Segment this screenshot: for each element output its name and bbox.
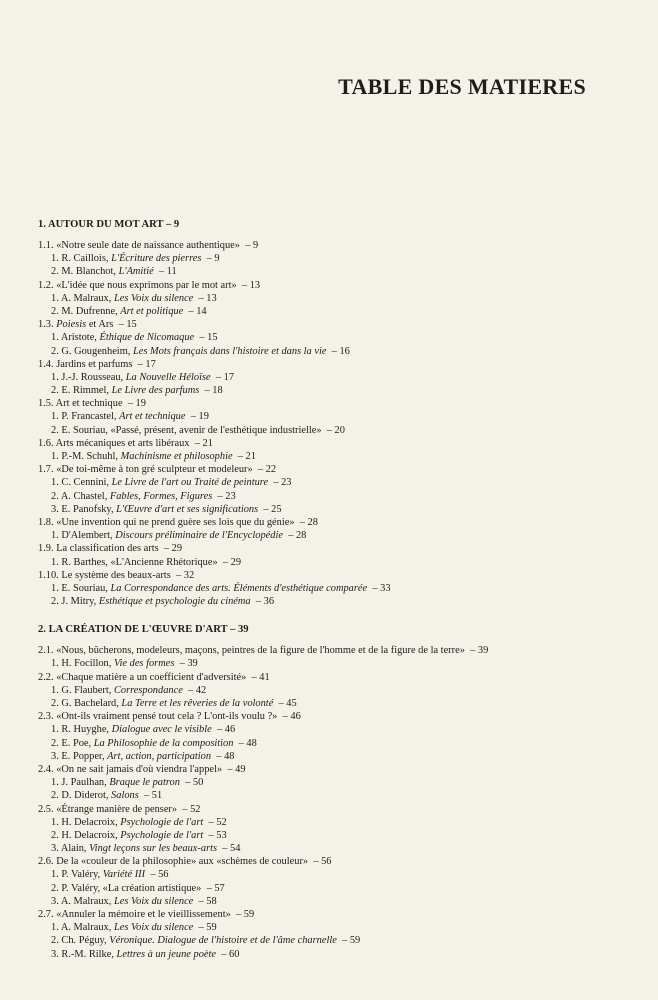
entry-text: «Notre seule date de naissance authentique» (56, 240, 240, 251)
toc-entry (38, 239, 628, 252)
toc-subentry (38, 556, 628, 569)
entry-page: – 11 (158, 266, 177, 278)
entry-title-italic: La Philosophie de la composition (93, 737, 234, 749)
entry-number: 2. (51, 385, 59, 397)
entry-number: 2. (51, 345, 59, 357)
entry-title-italic: Psychologie de l'art (120, 829, 204, 841)
entry-number: 1. (51, 684, 59, 696)
toc-entry (38, 358, 628, 371)
table-of-contents (38, 217, 628, 961)
entry-number: 2. (51, 266, 59, 278)
entry-page: – 51 (143, 790, 163, 802)
entry-text: E. Rimmel, (61, 385, 112, 397)
entry-number: 1. (51, 332, 59, 344)
entry-title-italic: Machinisme et philosophie (120, 451, 233, 462)
toc-subentry (38, 737, 628, 750)
toc-subentry (38, 697, 628, 710)
entry-number: 1. (51, 371, 59, 383)
entry-page: – 32 (175, 569, 195, 581)
toc-entry (38, 763, 628, 776)
entry-title-italic: Le Livre de l'art ou Traité de peinture (111, 477, 269, 489)
entry-page: – 48 (238, 737, 257, 749)
entry-number: 1. (51, 658, 59, 670)
toc-subentry (38, 750, 628, 763)
toc-subentry (38, 789, 628, 802)
entry-number: 1.7. (38, 464, 54, 476)
entry-title-italic: Vingt leçons sur les beaux-arts (89, 843, 218, 855)
toc-subentry (38, 842, 628, 855)
entry-page: – 23 (217, 490, 236, 502)
entry-number: 3. (51, 750, 59, 762)
entry-text: E. Popper, (61, 750, 108, 762)
entry-page: – 59 (235, 909, 255, 920)
entry-title-italic: La Nouvelle Héloïse (125, 371, 211, 383)
section-spacer (38, 608, 628, 622)
entry-page: – 20 (326, 424, 345, 436)
entry-title-italic: Les Voix du silence (113, 292, 194, 304)
toc-subentry (38, 776, 628, 789)
entry-number: 2.4. (38, 763, 54, 775)
entry-text: E. Souriau, (61, 582, 111, 594)
entry-text: «Étrange manière de penser» (56, 803, 178, 815)
toc-subentry (38, 476, 628, 489)
entry-number: 2. (51, 490, 59, 502)
entry-number: 1. (51, 869, 59, 881)
entry-text: G. Gougenheim, (61, 345, 133, 357)
entry-number: 1. (51, 556, 59, 568)
entry-number: 3. (51, 948, 59, 960)
entry-number: 3. (51, 895, 59, 907)
entry-text: «Annuler la mémoire et le vieillissement» (56, 909, 231, 920)
entry-text: «Une invention qui ne prend guère ses lois que du génie» (56, 516, 295, 528)
toc-subentry (38, 371, 628, 384)
entry-text: H. Focillon, (61, 658, 114, 670)
toc-subentry (38, 657, 628, 670)
entry-text: D. Diderot, (61, 790, 112, 802)
entry-number: 1. (51, 582, 59, 594)
entry-title-italic: Discours préliminaire de l'Encyclopédie (115, 530, 283, 542)
entry-number: 1. (51, 292, 59, 304)
entry-text: La classification des arts (56, 543, 159, 555)
toc-entry (38, 671, 628, 684)
entry-number: 2.2. (38, 671, 54, 683)
entry-text: Alain, (60, 843, 90, 855)
entry-page: – 25 (263, 503, 282, 515)
entry-page: – 54 (222, 843, 241, 855)
entry-title-italic: Les Voix du silence (113, 895, 194, 907)
entry-title-italic: Véronique. Dialogue de l'histoire et de l'âme charnelle (109, 935, 337, 947)
toc-subentry (38, 816, 628, 829)
entry-text: R. Barthes, «L'Ancienne Rhétorique» (61, 556, 218, 568)
entry-number: 1.3. (38, 319, 54, 331)
entry-title-italic: Salons (111, 790, 139, 802)
entry-text: P. Valéry, «La création artistique» (61, 882, 202, 894)
entry-page: – 52 (208, 816, 227, 828)
entry-page: – 28 (288, 530, 307, 542)
toc-subentry (38, 684, 628, 697)
toc-subentry (38, 934, 628, 947)
entry-title-italic: Poiesis (56, 319, 87, 331)
entry-number: 1.10. (38, 569, 59, 581)
entry-title-italic: Les Mots français dans l'histoire et dans la vie (132, 345, 327, 357)
toc-subentry (38, 424, 628, 437)
entry-page: – 39 (179, 658, 198, 670)
entry-text: M. Dufrenne, (61, 305, 121, 317)
entry-number: 1. (51, 477, 59, 489)
entry-number: 2.1. (38, 645, 54, 657)
section-spacer (38, 232, 628, 239)
entry-text: «L'idée que nous exprimons par le mot art» (56, 279, 237, 291)
entry-text: E. Poe, (61, 737, 94, 749)
entry-number: 2. (51, 790, 59, 802)
entry-page: – 59 (342, 935, 361, 947)
section-heading: 2. LA CRÉATION DE L'ŒUVRE D'ART – 39 (38, 624, 249, 636)
entry-page: – 50 (185, 777, 204, 789)
entry-text: E. Souriau, «Passé, présent, avenir de l'esthétique industrielle» (61, 424, 322, 436)
entry-number: 1. (51, 724, 59, 736)
entry-page: – 58 (198, 895, 217, 907)
toc-subentry (38, 331, 628, 344)
entry-number: 2. (51, 596, 59, 608)
entry-page: – 28 (299, 516, 318, 528)
toc-entry (38, 644, 628, 657)
entry-number: 1.6. (38, 437, 54, 449)
entry-title-italic: L'Œuvre d'art et ses significations (116, 503, 259, 515)
entry-number: 3. (51, 503, 59, 515)
entry-number: 1.4. (38, 358, 54, 370)
entry-title-italic: Correspondance (113, 684, 183, 696)
entry-page: – 23 (273, 477, 292, 489)
entry-title-italic: Esthétique et psychologie du cinéma (98, 596, 251, 608)
toc-subentry (38, 829, 628, 842)
entry-number: 2.6. (38, 856, 54, 868)
entry-text: «Chaque matière a un coefficient d'adversité» (56, 671, 247, 683)
toc-entry (38, 397, 628, 410)
entry-text: G. Flaubert, (61, 684, 114, 696)
entry-page: – 46 (216, 724, 236, 736)
entry-page: – 29 (222, 556, 242, 568)
entry-title-italic: Braque le patron (109, 777, 180, 789)
entry-text: A. Malraux, (60, 895, 114, 907)
entry-page: – 52 (182, 803, 201, 815)
entry-title-italic: Art et technique (119, 411, 186, 423)
toc-entry (38, 803, 628, 816)
toc-subentry (38, 252, 628, 265)
entry-page: – 33 (372, 582, 391, 594)
entry-text: R. Huyghe, (61, 724, 112, 736)
entry-title-italic: La Terre et les rêveries de la volonté (121, 698, 274, 709)
entry-page: – 29 (163, 543, 183, 555)
entry-title-italic: Le Livre des parfums (111, 385, 200, 397)
toc-subentry (38, 450, 628, 463)
entry-page: – 59 (198, 922, 217, 934)
entry-title-italic: Les Voix du silence (113, 922, 194, 934)
toc-subentry (38, 882, 628, 895)
entry-page: – 9 (206, 253, 220, 265)
entry-page: – 15 (118, 319, 137, 331)
entry-page: – 9 (245, 240, 259, 251)
entry-number: 1.1. (38, 240, 54, 251)
toc-subentry (38, 595, 628, 608)
entry-page: – 36 (255, 596, 275, 608)
entry-text: Arts mécaniques et arts libéraux (55, 437, 190, 449)
entry-text: Le système des beaux-arts (61, 569, 171, 581)
entry-text: R. Caillois, (61, 253, 112, 265)
entry-number: 1.9. (38, 543, 54, 555)
entry-page: – 57 (206, 882, 225, 894)
entry-page: – 45 (278, 698, 297, 709)
entry-text: De la «couleur de la philosophie» aux «schèmes de couleur» (56, 856, 309, 868)
toc-entry (38, 437, 628, 450)
toc-entry (38, 279, 628, 292)
toc-entry (38, 516, 628, 529)
entry-page: – 13 (198, 292, 217, 304)
entry-page: – 14 (188, 305, 207, 317)
entry-text: A. Malraux, (60, 292, 114, 304)
entry-title-italic: L'Écriture des pierres (111, 253, 202, 265)
entry-number: 3. (51, 843, 59, 855)
entry-number: 1. (51, 922, 59, 934)
entry-title-italic: Art et politique (120, 305, 184, 317)
entry-page: – 18 (204, 385, 223, 397)
entry-title-italic: Art, action, participation (107, 750, 212, 762)
entry-title-italic: Variété III (102, 869, 146, 881)
toc-subentry (38, 490, 628, 503)
entry-text: H. Delacroix, (61, 816, 121, 828)
entry-text: A. Chastel, (60, 490, 110, 502)
entry-page: – 21 (194, 437, 213, 449)
entry-text: J.-J. Rousseau, (61, 371, 126, 383)
entry-title-italic: Psychologie de l'art (120, 816, 204, 828)
entry-title-italic: La Correspondance des arts. Éléments d'esthétique comparée (110, 582, 368, 594)
toc-subentry (38, 410, 628, 423)
toc-subentry (38, 265, 628, 278)
entry-number: 1. (51, 451, 59, 462)
entry-page: – 56 (313, 856, 332, 868)
toc-entry (38, 463, 628, 476)
entry-text: R.-M. Rilke, (61, 948, 117, 960)
entry-title-italic: Vie des formes (113, 658, 175, 670)
entry-text: Art et technique (55, 398, 123, 410)
toc-entry (38, 318, 628, 331)
entry-text: «On ne sait jamais d'où viendra l'appel» (56, 763, 223, 775)
entry-page: – 17 (215, 371, 235, 383)
entry-number: 2.5. (38, 803, 54, 815)
entry-number: 2. (51, 935, 59, 947)
toc-subentry (38, 921, 628, 934)
entry-number: 1.2. (38, 279, 54, 291)
entry-title-italic: L'Amitié (118, 266, 154, 278)
toc-entry (38, 855, 628, 868)
entry-text: «De toi-même à ton gré sculpteur et modeleur» (56, 464, 253, 476)
entry-number: 1. (51, 253, 59, 265)
toc-subentry (38, 503, 628, 516)
entry-text: P.-M. Schuhl, (61, 451, 121, 462)
page-title: TABLE DES MATIERES (338, 74, 586, 99)
entry-number: 2. (51, 424, 59, 436)
entry-page: – 49 (227, 763, 246, 775)
entry-number: 2. (51, 737, 59, 749)
toc-entry (38, 542, 628, 555)
entry-title-italic: Dialogue avec le visible (111, 724, 212, 736)
toc-subentry (38, 529, 628, 542)
entry-page: – 41 (251, 671, 270, 683)
entry-page: – 42 (188, 684, 207, 696)
entry-page: – 21 (237, 451, 256, 462)
entry-page: – 60 (221, 948, 240, 960)
section-heading: 1. AUTOUR DU MOT ART – 9 (38, 219, 180, 230)
entry-page: – 56 (150, 869, 169, 881)
entry-text: Aristote, (60, 332, 100, 344)
entry-number: 2. (51, 305, 59, 317)
entry-text: Jardins et parfums (56, 358, 133, 370)
entry-number: 2. (51, 829, 59, 841)
entry-page: – 22 (257, 464, 277, 476)
entry-page: – 39 (470, 645, 489, 657)
entry-page: – 13 (241, 279, 261, 291)
entry-number: 2.3. (38, 711, 54, 723)
entry-number: 1.8. (38, 516, 54, 528)
entry-title-italic: Lettres à un jeune poète (116, 948, 217, 960)
toc-entry (38, 710, 628, 723)
entry-number: 1.5. (38, 398, 54, 410)
entry-text: A. Malraux, (60, 922, 114, 934)
entry-title-italic: Éthique de Nicomaque (99, 332, 195, 344)
entry-page: – 48 (216, 750, 235, 762)
toc-subentry (38, 305, 628, 318)
toc-subentry (38, 895, 628, 908)
entry-number: 1. (51, 777, 59, 789)
section-spacer (38, 637, 628, 644)
entry-text: P. Francastel, (61, 411, 120, 423)
entry-text-rest: et Ars (86, 319, 114, 331)
entry-number: 2. (51, 882, 59, 894)
entry-number: 2. (51, 698, 59, 709)
entry-text: P. Valéry, (61, 869, 103, 881)
entry-number: 2.7. (38, 909, 54, 920)
entry-title-italic: Fables, Formes, Figures (109, 490, 213, 502)
entry-page: – 15 (199, 332, 218, 344)
toc-subentry (38, 345, 628, 358)
entry-number: 1. (51, 530, 59, 542)
entry-page: – 19 (190, 411, 209, 423)
toc-subentry (38, 582, 628, 595)
entry-text: D'Alembert, (61, 530, 116, 542)
entry-text: J. Mitry, (61, 596, 99, 608)
entry-page: – 17 (137, 358, 156, 370)
entry-number: 1. (51, 816, 59, 828)
entry-page: – 46 (282, 711, 301, 723)
entry-page: – 53 (208, 829, 227, 841)
entry-text: G. Bachelard, (61, 698, 122, 709)
entry-text: «Nous, bûcherons, modeleurs, maçons, peintres de la figure de l'homme et de la figure de la terre» (56, 645, 465, 657)
entry-number: 1. (51, 411, 59, 423)
entry-text: E. Panofsky, (61, 503, 117, 515)
entry-text: C. Cennini, (61, 477, 112, 489)
toc-subentry (38, 384, 628, 397)
entry-page: – 16 (331, 345, 350, 357)
toc-subentry (38, 292, 628, 305)
entry-text: «Ont-ils vraiment pensé tout cela ? L'ont-ils voulu ?» (56, 711, 278, 723)
toc-subentry (38, 723, 628, 736)
entry-text: Ch. Péguy, (61, 935, 110, 947)
entry-text: H. Delacroix, (61, 829, 121, 841)
entry-text: J. Paulhan, (61, 777, 110, 789)
entry-text: M. Blanchot, (61, 266, 119, 278)
entry-page: – 19 (127, 398, 146, 410)
toc-subentry (38, 948, 628, 961)
toc-entry (38, 908, 628, 921)
toc-subentry (38, 868, 628, 881)
toc-entry (38, 569, 628, 582)
